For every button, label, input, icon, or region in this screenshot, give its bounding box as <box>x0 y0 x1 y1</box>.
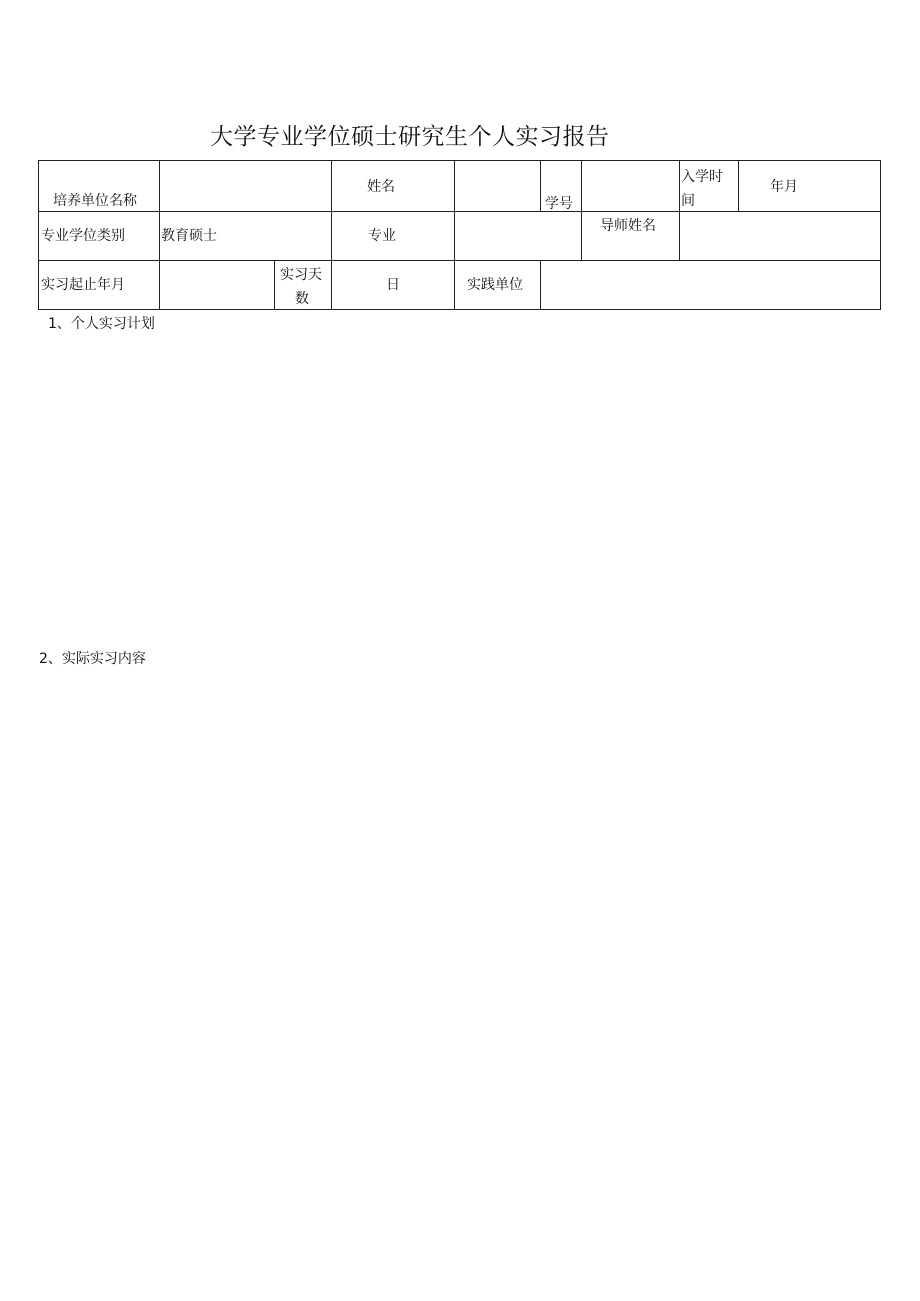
enrollment-value: 年月 <box>770 179 798 195</box>
name-label: 姓名 <box>367 179 395 195</box>
info-table <box>38 160 881 310</box>
practice-unit-label: 实践单位 <box>467 277 523 293</box>
column-divider <box>540 260 541 310</box>
column-divider <box>679 211 680 260</box>
advisor-label: 导师姓名 <box>600 218 656 234</box>
page-title: 大学专业学位硕士研究生个人实习报告 <box>210 124 610 150</box>
degree-type-value: 教育硕士 <box>161 228 217 244</box>
student-id-label: 学号 <box>545 196 573 212</box>
column-divider <box>581 211 582 260</box>
column-divider <box>159 161 160 211</box>
enrollment-label-line2: 间 <box>681 193 695 209</box>
enrollment-label-line1: 入学时 <box>681 169 723 185</box>
column-divider <box>679 161 680 211</box>
training-unit-label: 培养单位名称 <box>53 193 137 209</box>
row-divider <box>39 211 880 212</box>
column-divider <box>454 260 455 310</box>
period-label: 实习起止年月 <box>41 277 125 293</box>
column-divider <box>454 161 455 211</box>
column-divider <box>274 260 275 310</box>
major-label: 专业 <box>368 228 396 244</box>
column-divider <box>331 161 332 211</box>
column-divider <box>540 161 541 211</box>
column-divider <box>738 161 739 211</box>
column-divider <box>331 211 332 260</box>
days-unit: 日 <box>386 277 400 293</box>
plan-heading: 1、个人实习计划 <box>48 316 155 332</box>
column-divider <box>159 211 160 260</box>
content-heading: 2、实际实习内容 <box>39 651 146 667</box>
degree-type-label: 专业学位类别 <box>41 228 125 244</box>
column-divider <box>454 211 455 260</box>
column-divider <box>331 260 332 310</box>
column-divider <box>581 161 582 211</box>
row-divider <box>39 260 880 261</box>
column-divider <box>159 260 160 310</box>
days-label-line1: 实习天 <box>280 267 322 283</box>
days-label-line2: 数 <box>295 291 309 307</box>
